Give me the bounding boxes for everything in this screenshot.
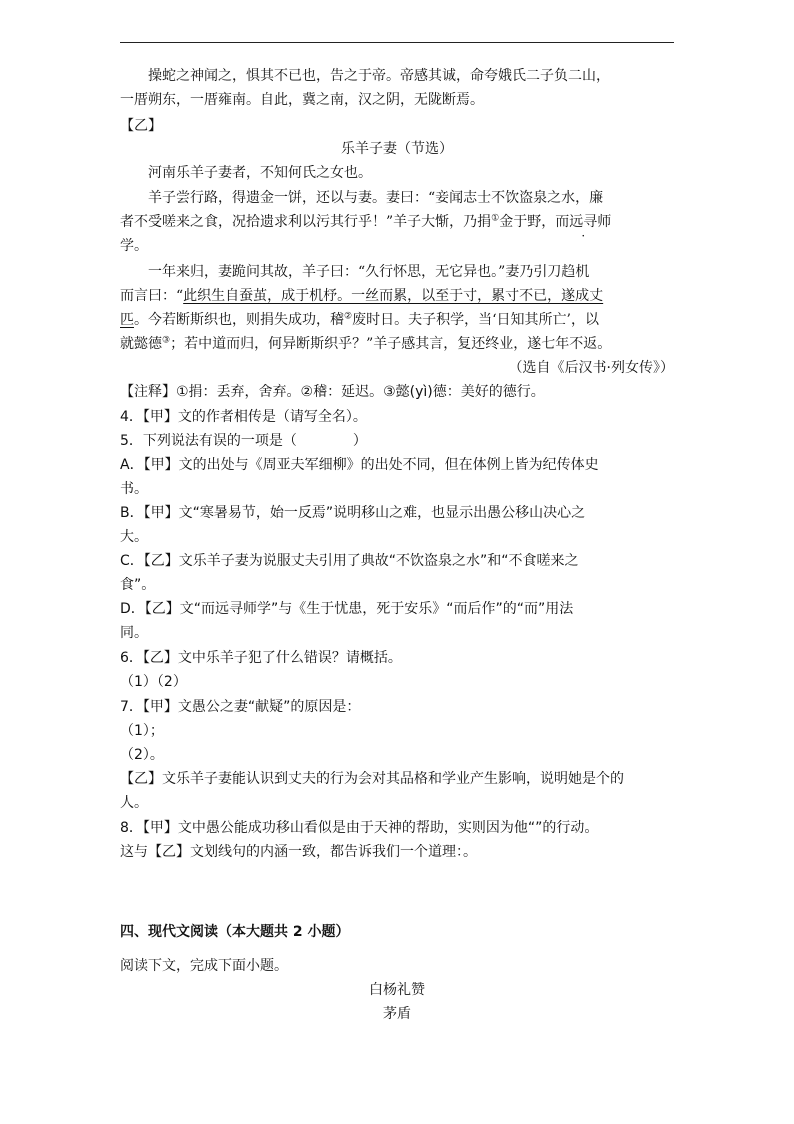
yi-para-2-line-1: 羊子尝行路，得遗金一饼，还以与妻。妻曰：“妾闻志士不饮盗泉之水，廉 bbox=[148, 190, 604, 206]
section-4-instruction: 阅读下文，完成下面小题。 bbox=[120, 958, 288, 974]
yi-para-3-line-3 bbox=[120, 310, 674, 330]
footnote-marker-3: ③ bbox=[162, 335, 171, 346]
jia-line-2: 一厝朔东，一厝雍南。自此，冀之南，汉之阴，无陇断焉。 bbox=[120, 92, 484, 108]
option-d-line-1: D．【乙】文“而远寻师学”与《生于忧患，死于安乐》“而后作”的“而”用法 bbox=[120, 601, 574, 617]
emphasis-char: 而远寻师 bbox=[555, 214, 612, 230]
question-6-stem: 6．【乙】文中乐羊子犯了什么错误？请概括。 bbox=[120, 650, 402, 666]
question-6-answer: （1）（2） bbox=[120, 674, 187, 690]
header-rule bbox=[120, 42, 674, 43]
yi-para-3-line-2 bbox=[120, 286, 674, 306]
yi-para-2-line-2 bbox=[120, 212, 674, 232]
question-4: 4．【甲】文的作者相传是（请写全名）。 bbox=[120, 409, 367, 425]
option-b-line-2: 大。 bbox=[120, 529, 148, 545]
text-run: 废时日。夫子积学，当‘日知其所亡’，以 bbox=[352, 312, 599, 328]
yi-para-2-line-3: 学。 bbox=[120, 238, 148, 254]
option-a-line-1: A．【甲】文的出处与《周亚夫军细柳》的出处不同，但在体例上皆为纪传体史 bbox=[120, 457, 599, 473]
question-7-answer-2: （2）。 bbox=[120, 747, 164, 763]
yi-label: 【乙】 bbox=[120, 118, 162, 134]
yi-para-3-line-4 bbox=[120, 334, 674, 354]
footnote-marker-2: ② bbox=[344, 311, 353, 322]
text-run: 而言曰：“ bbox=[120, 288, 184, 304]
yi-para-1: 河南乐羊子妻者，不知何氏之女也。 bbox=[148, 165, 372, 181]
text-run: 就懿德 bbox=[120, 336, 162, 352]
yi-para-3-line-1: 一年来归，妻跪问其故，羊子曰：“久行怀思，无它异也。”妻乃引刀趋机 bbox=[148, 264, 590, 280]
text-run: 者不受嗟来之食，况拾遗求利以污其行乎！”羊子大惭，乃捐 bbox=[120, 214, 492, 230]
essay-title: 白杨礼赞 bbox=[369, 982, 425, 998]
text-run: ；若中道而归，何异断斯织乎？”羊子感其言，复还终业，遂七年不返。 bbox=[170, 336, 612, 352]
underlined-sentence-end: 匹 bbox=[120, 312, 134, 328]
text-run: 。今若断斯织也，则捐失成功，稽 bbox=[134, 312, 344, 328]
option-d-line-2: 同。 bbox=[120, 625, 148, 641]
text-run: 金于野， bbox=[499, 214, 556, 230]
source-citation: （选自《后汉书·列女传》） bbox=[508, 360, 674, 376]
question-8-line-2: 这与【乙】文划线句的内涵一致，都告诉我们一个道理：。 bbox=[120, 844, 477, 860]
question-7-answer-1: （1）； bbox=[120, 723, 164, 739]
option-c-line-1: C．【乙】文乐羊子妻为说服丈夫引用了典故“不饮盗泉之水”和“不食嗟来之 bbox=[120, 553, 579, 569]
question-7-stem: 7．【甲】文愚公之妻“献疑”的原因是： bbox=[120, 699, 361, 715]
question-5-stem: 5．下列说法有误的一项是（ ） bbox=[120, 433, 367, 449]
underlined-sentence: 此织生自蚕茧，成于机杼。一丝而累，以至于寸，累寸不已，遂成丈 bbox=[183, 288, 604, 304]
option-a-line-2: 书。 bbox=[120, 481, 148, 497]
jia-line-1: 操蛇之神闻之，惧其不已也，告之于帝。帝感其诚，命夸娥氏二子负二山， bbox=[148, 68, 610, 84]
option-b-line-1: B．【甲】文“寒暑易节，始一反焉”说明移山之难，也显示出愚公移山决心之 bbox=[120, 505, 586, 521]
question-7-yi-line-2: 人。 bbox=[120, 795, 148, 811]
annotations: 【注释】①捐：丢弃，舍弃。②稽：延迟。③懿(yì)德：美好的德行。 bbox=[120, 384, 545, 400]
question-8-line-1: 8．【甲】文中愚公能成功移山看似是由于天神的帮助，实则因为他“”的行动。 bbox=[120, 820, 599, 836]
section-4-title: 四、现代文阅读（本大题共 2 小题） bbox=[120, 924, 350, 940]
footnote-marker-1: ① bbox=[491, 213, 500, 224]
option-c-line-2: 食”。 bbox=[120, 577, 156, 593]
question-7-yi-line-1: 【乙】文乐羊子妻能认识到丈夫的行为会对其品格和学业产生影响，说明她是个的 bbox=[120, 771, 624, 787]
yi-title: 乐羊子妻（节选） bbox=[341, 141, 453, 157]
essay-author: 茅盾 bbox=[383, 1006, 411, 1022]
